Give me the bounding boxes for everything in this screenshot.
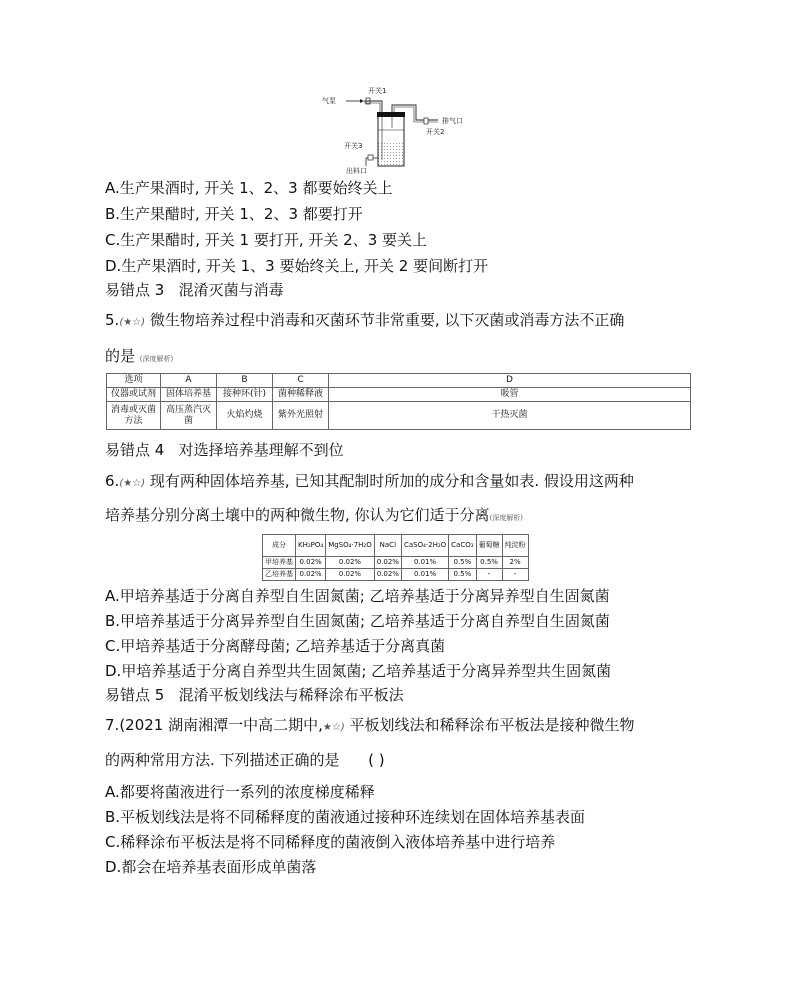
table-cell: - (476, 569, 502, 581)
table-cell: 选项 (107, 374, 161, 388)
table-cell: KH₂PO₄ (296, 535, 326, 557)
q6-stem-line1 (105, 471, 634, 494)
q7-stem-text1: 平板划线法和稀释涂布平板法是接种微生物 (349, 716, 635, 734)
table-cell: 菌种稀释液 (273, 388, 329, 402)
table-row (263, 557, 529, 569)
q5-note: (深度解析) (139, 355, 174, 363)
switch2-label: 开关2 (426, 128, 445, 136)
q6-table (262, 534, 529, 581)
q7-option-a: A.都要将菌液进行一系列的浓度梯度稀释 (105, 783, 375, 801)
q5-stem-text1: 微生物培养过程中消毒和灭菌环节非常重要, 以下灭菌或消毒方法不正确 (149, 311, 625, 329)
prev-option-c: C.生产果醋时, 开关 1 要打开, 开关 2、3 要关上 (105, 231, 428, 249)
table-cell: MgSO₄·7H₂O (326, 535, 375, 557)
table-cell: 0.02% (374, 557, 401, 569)
switch1-label: 开关1 (368, 87, 387, 95)
q7-option-b: B.平板划线法是将不同稀释度的菌液通过接种环连续划在固体培养基表面 (105, 808, 586, 826)
prev-option-a: A.生产果酒时, 开关 1、2、3 都要始终关上 (105, 179, 393, 197)
table-cell: CaCO₃ (449, 535, 476, 557)
table-cell: A (161, 374, 217, 388)
table-cell: 0.02% (326, 569, 375, 581)
error-point-4-label: 易错点 4 (105, 441, 165, 459)
table-cell: 0.5% (476, 557, 502, 569)
table-row (107, 388, 691, 402)
table-cell: 高压蒸汽灭菌 (161, 402, 217, 430)
q7-number: 7. (105, 716, 120, 734)
outlet-label: 出料口 (346, 167, 367, 174)
table-cell: B (217, 374, 273, 388)
table-cell: 仪器或试剂 (107, 388, 161, 402)
q6-stem-line2 (105, 505, 523, 528)
table-cell: CaSO₄·2H₂O (401, 535, 448, 557)
table-cell: 固体培养基 (161, 388, 217, 402)
table-cell: 甲培养基 (263, 557, 296, 569)
table-cell: 0.01% (401, 569, 448, 581)
table-row (263, 569, 529, 581)
error-point-5 (105, 685, 404, 705)
q7-stem-line2 (105, 750, 385, 770)
fermentation-apparatus-figure (320, 82, 500, 174)
q7-source: (2021 湖南湘潭一中高二期中, (119, 716, 323, 734)
prev-option-d: D.生产果酒时, 开关 1、3 要始终关上, 开关 2 要间断打开 (105, 257, 489, 275)
answer-blank: ( ) (368, 751, 385, 769)
error-point-3 (105, 280, 284, 300)
table-cell: 葡萄糖 (476, 535, 502, 557)
q5-stem-line2 (105, 346, 173, 369)
difficulty-stars: (★☆) (119, 317, 146, 328)
q5-stem-line1 (105, 310, 624, 333)
error-point-4-title: 对选择培养基理解不到位 (178, 441, 344, 459)
q6-option-d: D.甲培养基适于分离自养型共生固氮菌; 乙培养基适于分离异养型共生固氮菌 (105, 662, 612, 680)
table-cell: 消毒或灭菌方法 (107, 402, 161, 430)
q5-stem-text2: 的是 (105, 347, 136, 365)
exhaust-label: 排气口 (442, 117, 463, 125)
difficulty-stars: ★☆) (322, 722, 345, 733)
error-point-5-label: 易错点 5 (105, 686, 165, 704)
table-row (263, 535, 529, 557)
table-cell: 干热灭菌 (329, 402, 691, 430)
q7-stem-line1 (105, 715, 635, 738)
table-row (107, 402, 691, 430)
q5-number: 5. (105, 311, 120, 329)
table-cell: 0.5% (449, 557, 476, 569)
q6-stem-text2: 培养基分别分离土壤中的两种微生物, 你认为它们适于分离 (105, 506, 490, 524)
table-row (107, 374, 691, 388)
table-cell: 2% (502, 557, 528, 569)
table-cell: 紫外光照射 (273, 402, 329, 430)
table-cell: 0.02% (326, 557, 375, 569)
table-cell: NaCl (374, 535, 401, 557)
difficulty-stars: (★☆) (119, 478, 146, 489)
q5-table (106, 373, 691, 430)
q7-stem-text2: 的两种常用方法. 下列描述正确的是 (105, 751, 340, 769)
table-cell: 火焰灼烧 (217, 402, 273, 430)
q6-note: (深度解析) (489, 514, 524, 522)
q6-option-b: B.甲培养基适于分离异养型自生固氮菌; 乙培养基适于分离自养型自生固氮菌 (105, 612, 610, 630)
error-point-5-title: 混淆平板划线法与稀释涂布平板法 (178, 686, 404, 704)
error-point-3-label: 易错点 3 (105, 281, 165, 299)
table-cell: - (502, 569, 528, 581)
q6-option-c: C.甲培养基适于分离酵母菌; 乙培养基适于分离真菌 (105, 637, 446, 655)
table-cell: 0.02% (296, 557, 326, 569)
table-cell: 0.01% (401, 557, 448, 569)
error-point-3-title: 混淆灭菌与消毒 (178, 281, 284, 299)
table-cell: 接种环(针) (217, 388, 273, 402)
q7-option-c: C.稀释涂布平板法是将不同稀释度的菌液倒入液体培养基中进行培养 (105, 833, 556, 851)
switch3-label: 开关3 (344, 142, 363, 150)
q7-option-d: D.都会在培养基表面形成单菌落 (105, 858, 317, 876)
error-point-4 (105, 440, 344, 460)
prev-option-b: B.生产果醋时, 开关 1、2、3 都要打开 (105, 205, 363, 223)
q6-option-a: A.甲培养基适于分离自养型自生固氮菌; 乙培养基适于分离异养型自生固氮菌 (105, 587, 610, 605)
table-cell: 0.02% (296, 569, 326, 581)
table-cell: 0.5% (449, 569, 476, 581)
table-cell: 成分 (263, 535, 296, 557)
table-cell: 纯淀粉 (502, 535, 528, 557)
table-cell: D (329, 374, 691, 388)
q6-stem-text1: 现有两种固体培养基, 已知其配制时所加的成分和含量如表. 假设用这两种 (149, 472, 634, 490)
table-cell: C (273, 374, 329, 388)
pump-label: 气泵 (322, 97, 336, 105)
q6-number: 6. (105, 472, 120, 490)
table-cell: 0.02% (374, 569, 401, 581)
table-cell: 吸管 (329, 388, 691, 402)
table-cell: 乙培养基 (263, 569, 296, 581)
